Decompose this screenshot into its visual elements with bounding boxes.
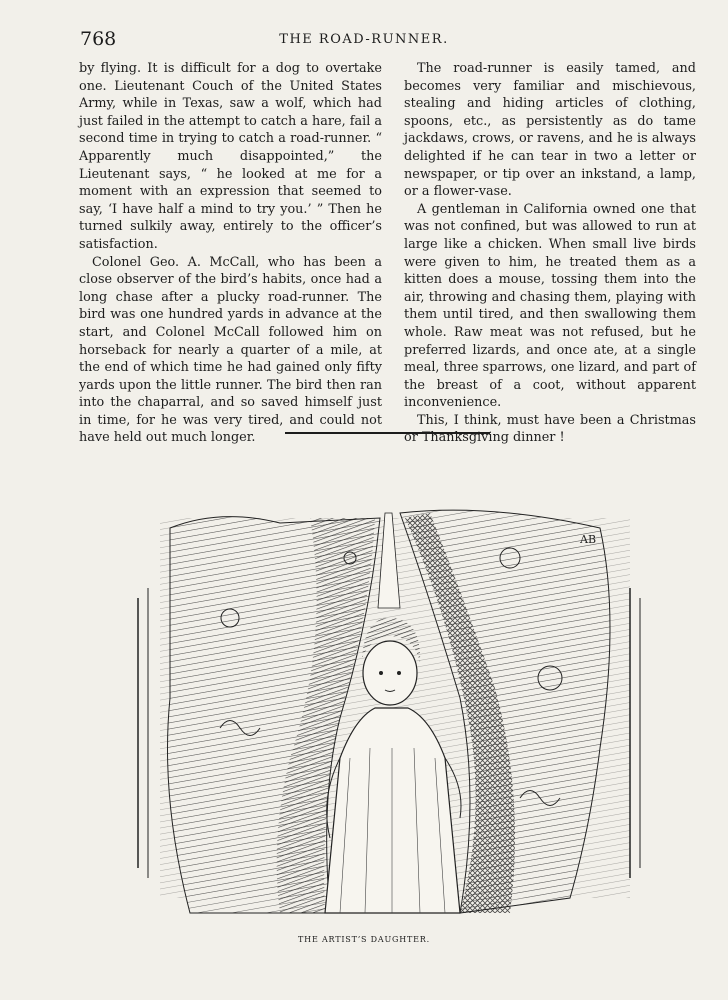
- right-column: [404, 60, 696, 447]
- left-paragraph-1: by flying. It is difficult for a dog to overtake one. Lieutenant Couch of the United States Army, while in Texas, saw a wolf, which had just failed in the attempt to catch a hare, fail a second time in trying to catch a road-runner. “ Apparently much disappointed,” the Lieutenant says, “ he looked at me for a moment with an expression that seemed to say, ‘I have half a mind to try you.’ ” Then he turned sulkily away, entirely to the officer’s satisfaction.: [79, 61, 382, 252]
- left-paragraph-2: Colonel Geo. A. McCall, who has been a close observer of the bird’s habits, once had a long chase after a plucky road-runner. The bird was one hundred yards in advance at the start, and Colonel McCall followed him on horseback for nearly a quarter of a mile, at the end of which time he had gained only fifty yards upon the little runner. The bird then ran into the chaparral, and so saved himself just in time, for he was very tired, and could not have held out much longer.: [79, 254, 382, 446]
- right-paragraph-3: This, I think, must have been a Christmas or Thanksgiving dinner !: [404, 412, 696, 446]
- engraving-illustration: [130, 498, 648, 928]
- running-head: THE ROAD-RUNNER.: [279, 32, 449, 47]
- svg-text:AB: AB: [580, 533, 597, 546]
- section-divider: [285, 432, 490, 434]
- left-column: [79, 60, 382, 447]
- page-header: [0, 28, 728, 54]
- right-paragraph-2: A gentleman in California owned one that was not confined, but was allowed to run at large like a chicken. When small live birds were given to him, he treated them as a kitten does a mouse, tossing them into the air, throwing and chasing them, playing with them until tired, and then swallowing them whole. Raw meat was not refused, but he preferred lizards, and once ate, at a single meal, three sparrows, one lizard, and part of the breast of a coot, without apparent inconvenience.: [404, 201, 696, 411]
- page-number: 768: [80, 28, 117, 50]
- right-paragraph-1: The road-runner is easily tamed, and becomes very familiar and mischievous, stealing and hiding articles of clothing, spoons, etc., as persistently as do tame jackdaws, crows, or ravens, and he is always delighted if he can tear in two a letter or newspaper, or tip over an inkstand, a lamp, or a flower-vase.: [404, 61, 696, 200]
- figure-caption: THE ARTIST’S DAUGHTER.: [298, 935, 430, 944]
